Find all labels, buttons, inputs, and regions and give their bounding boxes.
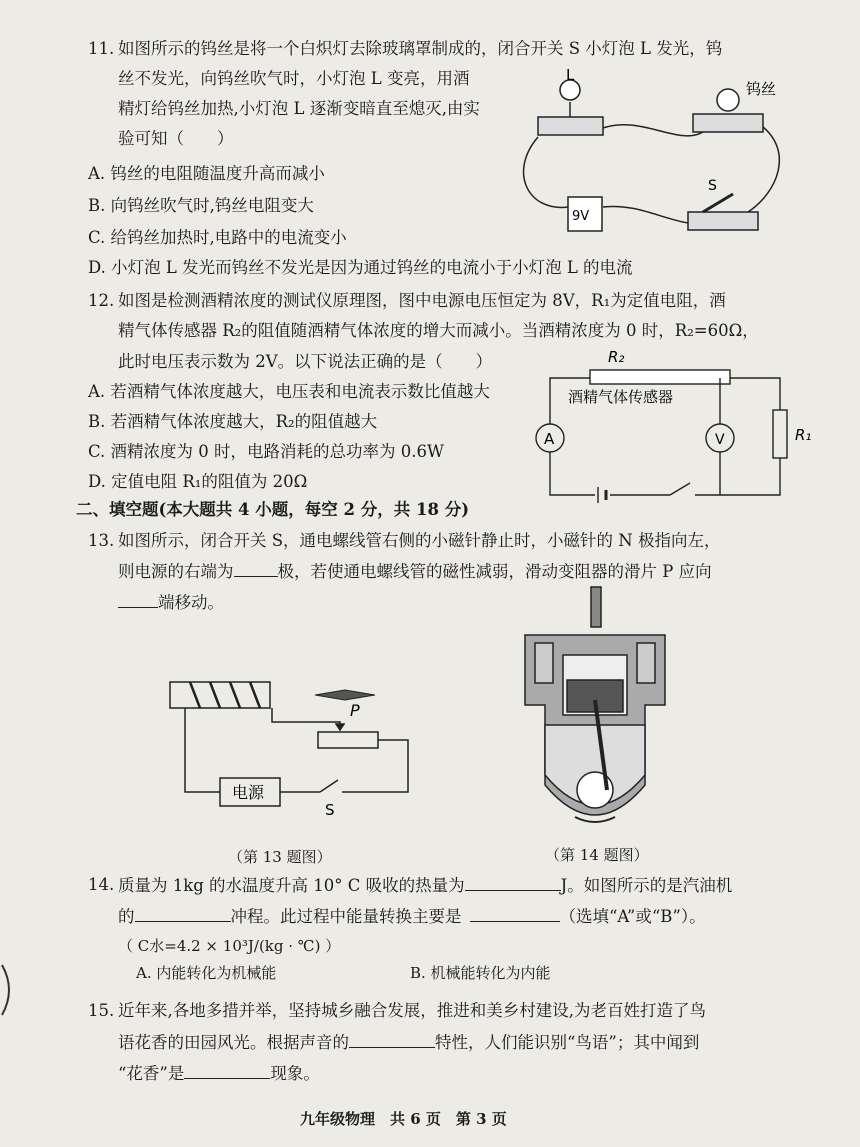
q13-line2 [118, 560, 712, 583]
switch-label: S [708, 178, 717, 194]
q14-blank-3[interactable] [470, 905, 560, 922]
q15-line2b: 特性，人们能识别“鸟语”；其中闻到 [435, 1033, 700, 1052]
q14-line2 [118, 905, 706, 928]
switch-s-label: S [325, 801, 335, 819]
q14-blank-1[interactable] [465, 874, 561, 891]
q13-blank-2[interactable] [118, 591, 158, 608]
q11-number: 11. [88, 39, 115, 58]
q12-line2: 精气体传感器 R₂的阻值随酒精气体浓度的增大而减小。当酒精浓度为 0 时，R₂=60Ω， [118, 321, 759, 340]
margin-mark [0, 960, 20, 1020]
q15-line1: 近年来,各地多措并举，坚持城乡融合发展，推进和美乡村建设,为老百姓打造了鸟 [118, 1001, 706, 1020]
q15-number: 15. [88, 1001, 115, 1020]
q12-option-b: B. 若酒精气体浓度越大，R₂的阻值越大 [88, 412, 378, 431]
q15-line2a: 语花香的田园风光。根据声音的 [118, 1033, 349, 1052]
q11-line3: 精灯给钨丝加热,小灯泡 L 逐渐变暗直至熄灭,由实 [118, 99, 480, 118]
q15-line3b: 现象。 [270, 1064, 320, 1083]
ammeter-label: A [544, 430, 555, 448]
q14-option-a: A. 内能转化为机械能 [136, 964, 277, 982]
q11-option-a: A. 钨丝的电阻随温度升高而减小 [88, 164, 325, 183]
q11-line4: 验可知（ ） [118, 129, 234, 148]
q12-option-c: C. 酒精浓度为 0 时，电路消耗的总功率为 0.6W [88, 442, 444, 461]
q11-option-c: C. 给钨丝加热时,电路中的电流变小 [88, 228, 347, 247]
q14-line3: （ C水=4.2 × 10³J/(kg · ℃) ） [118, 937, 341, 955]
q13-line2a: 则电源的右端为 [118, 562, 234, 581]
lamp-label: L [566, 66, 575, 84]
q11-option-b: B. 向钨丝吹气时,钨丝电阻变大 [88, 196, 314, 215]
wire [524, 137, 568, 207]
q11-line1: 如图所示的钨丝是将一个白炽灯去除玻璃罩制成的，闭合开关 S 小灯泡 L 发光，钨 [118, 39, 723, 58]
q13-blank-1[interactable] [234, 560, 278, 577]
q13-solenoid-figure [160, 670, 420, 820]
q11-option-d: D. 小灯泡 L 发光而钨丝不发光是因为通过钨丝的电流小于小灯泡 L 的电流 [88, 258, 633, 277]
rheostat [318, 732, 378, 748]
r1-label: R₁ [795, 426, 812, 444]
q12-line3: 此时电压表示数为 2V。以下说法正确的是（ ） [118, 352, 493, 371]
page-footer: 九年级物理 共 6 页 第 3 页 [300, 1110, 507, 1128]
q13-line3-text: 端移动。 [158, 593, 224, 612]
slider-p-label: P [350, 701, 360, 720]
q11-line2: 丝不发光，向钨丝吹气时，小灯泡 L 变亮，用酒 [118, 69, 470, 88]
source-label: 电源 [232, 783, 265, 802]
q14-line1b: J。如图所示的是汽油机 [560, 876, 733, 895]
tungsten-label: 钨丝 [746, 80, 777, 98]
q15-blank-1[interactable] [349, 1031, 435, 1048]
battery-label: 9V [572, 209, 590, 224]
q14-blank-2[interactable] [135, 905, 231, 922]
voltmeter-label: V [715, 432, 725, 448]
q14-caption: （第 14 题图） [545, 846, 649, 864]
r2-resistor [590, 370, 730, 384]
q11-circuit-figure [508, 62, 798, 247]
q12-line1: 如图是检测酒精浓度的测试仪原理图，图中电源电压恒定为 8V，R₁为定值电阻，酒 [118, 291, 726, 310]
sensor-label: 酒精气体传感器 [568, 388, 674, 406]
q12-number: 12. [88, 291, 115, 310]
q13-number: 13. [88, 531, 115, 550]
q15-blank-2[interactable] [184, 1062, 270, 1079]
q14-line1 [118, 874, 732, 897]
q14-line2a: 的 [118, 907, 135, 926]
q12-circuit-figure [530, 340, 830, 515]
q15-line3a: “花香”是 [118, 1064, 185, 1083]
q15-line2 [118, 1031, 699, 1054]
q14-option-b: B. 机械能转化为内能 [410, 964, 551, 982]
q14-engine-figure [515, 585, 675, 840]
q13-line1: 如图所示，闭合开关 S，通电螺线管右侧的小磁针静止时，小磁针的 N 极指向左， [118, 531, 721, 550]
r2-label: R₂ [608, 348, 625, 366]
compass-needle [315, 690, 375, 700]
q14-line2c: （选填“A”或“B”）。 [559, 907, 706, 926]
q14-line2b: 冲程。此过程中能量转换主要是 [230, 907, 462, 926]
q13-line2b: 极，若使通电螺线管的磁性减弱，滑动变阻器的滑片 P 应向 [277, 562, 712, 581]
section-2-heading: 二、填空题(本大题共 4 小题，每空 2 分，共 18 分) [76, 500, 470, 519]
q14-line1a: 质量为 1kg 的水温度升高 10° C 吸收的热量为 [118, 876, 465, 895]
q13-line3 [118, 591, 224, 614]
q14-number: 14. [88, 875, 115, 894]
q12-option-d: D. 定值电阻 R₁的阻值为 20Ω [88, 472, 308, 491]
q15-line3 [118, 1062, 320, 1085]
q13-caption: （第 13 题图） [228, 848, 332, 866]
q12-option-a: A. 若酒精气体浓度越大，电压表和电流表示数比值越大 [88, 382, 490, 401]
